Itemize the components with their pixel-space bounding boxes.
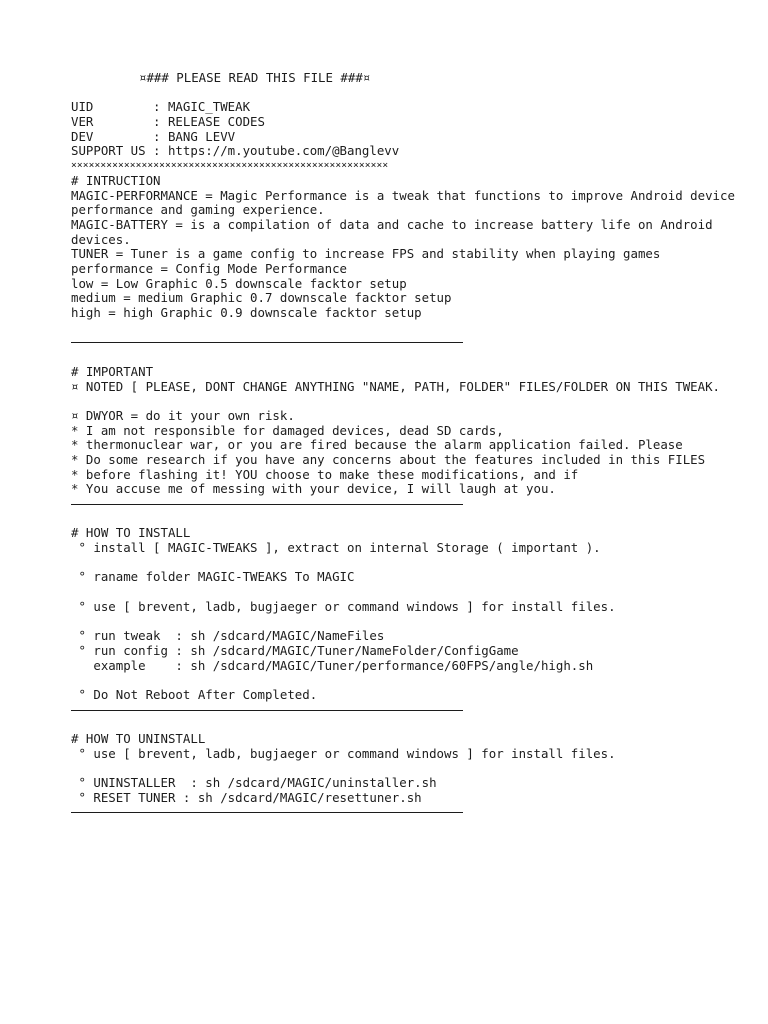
install-command: ° run tweak : sh /sdcard/MAGIC/NameFiles <box>71 628 385 644</box>
info-uid: UID : MAGIC_TWEAK <box>71 99 251 115</box>
divider <box>71 335 751 350</box>
uninstall-command: ° UNINSTALLER : sh /sdcard/MAGIC/uninstaller.sh <box>71 775 437 791</box>
uninstall-heading: # HOW TO UNINSTALL <box>71 731 206 747</box>
spacer <box>71 761 751 776</box>
disclaimer-line: * before flashing it! YOU choose to make these modifications, and if <box>71 466 579 482</box>
intro-item-high: high = high Graphic 0.9 downscale facktor setup <box>71 305 422 321</box>
spacer <box>71 615 751 630</box>
intro-item-mode-performance: performance = Config Mode Performance <box>71 261 348 276</box>
uninstall-command: ° RESET TUNER : sh /sdcard/MAGIC/resettuner.sh <box>71 789 422 805</box>
intro-heading: # INTRUCTION <box>71 172 161 188</box>
spacer <box>71 585 751 600</box>
readme-document <box>71 71 751 820</box>
intro-item-battery: MAGIC-BATTERY = is a compilation of data and cache to increase battery life on Android devices. <box>71 216 721 247</box>
important-heading: # IMPORTANT <box>71 363 154 379</box>
divider <box>71 497 751 512</box>
install-heading: # HOW TO INSTALL <box>71 525 191 541</box>
install-step: ° use [ brevent, ladb, bugjaeger or command windows ] for install files. <box>71 598 616 614</box>
intro-item-medium: medium = medium Graphic 0.7 downscale facktor setup <box>71 290 452 306</box>
install-step: ° raname folder MAGIC-TWEAKS To MAGIC <box>71 569 355 585</box>
divider <box>71 805 751 820</box>
info-dev: DEV : BANG LEVV <box>71 128 236 144</box>
spacer <box>71 556 751 571</box>
install-command: ° run config : sh /sdcard/MAGIC/Tuner/NameFolder/ConfigGame <box>71 642 519 658</box>
disclaimer-line: * thermonuclear war, or you are fired because the alarm application failed. Please <box>71 437 683 453</box>
important-dwyor: ¤ DWYOR = do it your own risk. <box>71 407 295 423</box>
install-step: ° Do Not Reboot After Completed. <box>71 686 318 702</box>
spacer <box>71 512 751 527</box>
intro-item-performance: MAGIC-PERFORMANCE = Magic Performance is a tweak that functions to improve Android device performance and gaming experience. <box>71 187 743 218</box>
info-ver: VER : RELEASE CODES <box>71 114 265 130</box>
spacer <box>71 717 751 732</box>
disclaimer-line: * Do some research if you have any concerns about the features included in this FILES <box>71 451 706 467</box>
uninstall-step: ° use [ brevent, ladb, bugjaeger or command windows ] for install files. <box>71 745 616 761</box>
important-noted: ¤ NOTED [ PLEASE, DONT CHANGE ANYTHING "NAME, PATH, FOLDER" FILES/FOLDER ON THIS TWEAK. <box>71 378 721 394</box>
intro-item-tuner: TUNER = Tuner is a game config to increase FPS and stability when playing games <box>71 246 661 262</box>
spacer <box>71 673 751 688</box>
install-command: example : sh /sdcard/MAGIC/Tuner/performance/60FPS/angle/high.sh <box>71 657 594 673</box>
intro-item-low: low = Low Graphic 0.5 downscale facktor setup <box>71 275 407 291</box>
spacer <box>71 86 751 101</box>
divider <box>71 703 751 718</box>
spacer <box>71 321 751 336</box>
disclaimer-line: * You accuse me of messing with your device, I will laugh at you. <box>71 481 556 497</box>
x-separator: ×××××××××××××××××××××××××××××××××××××××××××××××××××××× <box>71 160 389 172</box>
install-step: ° install [ MAGIC-TWEAKS ], extract on internal Storage ( important ). <box>71 540 601 556</box>
spacer <box>71 350 751 365</box>
document-title: ¤### PLEASE READ THIS FILE ###¤ <box>139 70 371 85</box>
spacer <box>71 394 751 409</box>
disclaimer-line: * I am not responsible for damaged devices, dead SD cards, <box>71 422 504 438</box>
info-support: SUPPORT US : https://m.youtube.com/@Banglevv <box>71 143 400 159</box>
